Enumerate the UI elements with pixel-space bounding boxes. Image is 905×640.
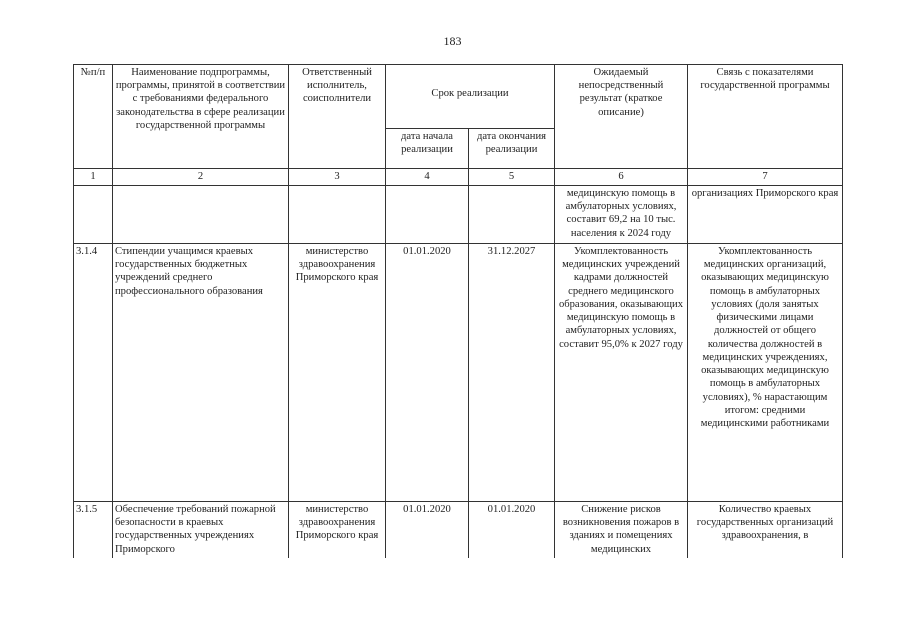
row-link: Укомплектованность медицинских организаций, оказывающих медицинскую помощь в амбулаторных условиях (доля занятых физическими лицами должностей от общего количества должностей в медицинских учреждениях, оказывающих медицинскую помощь в амбулаторных условиях), % нарастающим итогом: средними медицинскими работниками: [688, 244, 843, 502]
row-result: Снижение рисков возникновения пожаров в зданиях и помещениях медицинских: [555, 502, 688, 558]
row-name: Обеспечение требований пожарной безопасности в краевых государственных учреждениях Приморского: [113, 502, 289, 558]
col-number: 2: [113, 169, 289, 186]
header-link: Связь с показателями государственной программы: [688, 65, 843, 169]
header-name: Наименование подпрограммы, программы, принятой в соответствии с требованиями федерального законодательства в сфере реализации государственной программы: [113, 65, 289, 169]
page-number: 183: [443, 34, 462, 48]
row-link: организациях Приморского края: [688, 186, 843, 244]
row-end-date: [469, 186, 555, 244]
table-row: [74, 186, 843, 244]
table-row: [74, 502, 843, 558]
row-start-date: 01.01.2020: [386, 502, 469, 558]
header-row: [74, 65, 843, 129]
row-end-date: 31.12.2027: [469, 244, 555, 502]
row-num: 3.1.4: [74, 244, 113, 502]
col-number: 4: [386, 169, 469, 186]
header-num: №п/п: [74, 65, 113, 169]
row-num: [74, 186, 113, 244]
header-executor: Ответственный исполнитель, соисполнители: [289, 65, 386, 169]
row-name: Стипендии учащимся краевых государственных бюджетных учреждений среднего профессионального образования: [113, 244, 289, 502]
row-result: медицинскую помощь в амбулаторных условиях, составит 69,2 на 10 тыс. населения к 2024 году: [555, 186, 688, 244]
row-executor: министерство здравоохранения Приморского края: [289, 502, 386, 558]
col-number: 7: [688, 169, 843, 186]
header-period: Срок реализации: [386, 65, 555, 129]
header-end-date: дата окончания реализации: [469, 129, 555, 169]
col-number: 5: [469, 169, 555, 186]
row-start-date: [386, 186, 469, 244]
row-end-date: 01.01.2020: [469, 502, 555, 558]
row-num: 3.1.5: [74, 502, 113, 558]
table-row: [74, 244, 843, 502]
row-link: Количество краевых государственных организаций здравоохранения, в: [688, 502, 843, 558]
col-number: 1: [74, 169, 113, 186]
header-result: Ожидаемый непосредственный результат (краткое описание): [555, 65, 688, 169]
col-number: 6: [555, 169, 688, 186]
header-start-date: дата начала реализации: [386, 129, 469, 169]
row-executor: [289, 186, 386, 244]
row-start-date: 01.01.2020: [386, 244, 469, 502]
program-table: [73, 64, 843, 558]
row-result: Укомплектованность медицинских учреждений кадрами должностей среднего медицинского образования, оказывающих медицинскую помощь в амбулаторных условиях, составит 95,0% к 2027 году: [555, 244, 688, 502]
column-number-row: [74, 169, 843, 186]
col-number: 3: [289, 169, 386, 186]
row-name: [113, 186, 289, 244]
row-executor: министерство здравоохранения Приморского края: [289, 244, 386, 502]
